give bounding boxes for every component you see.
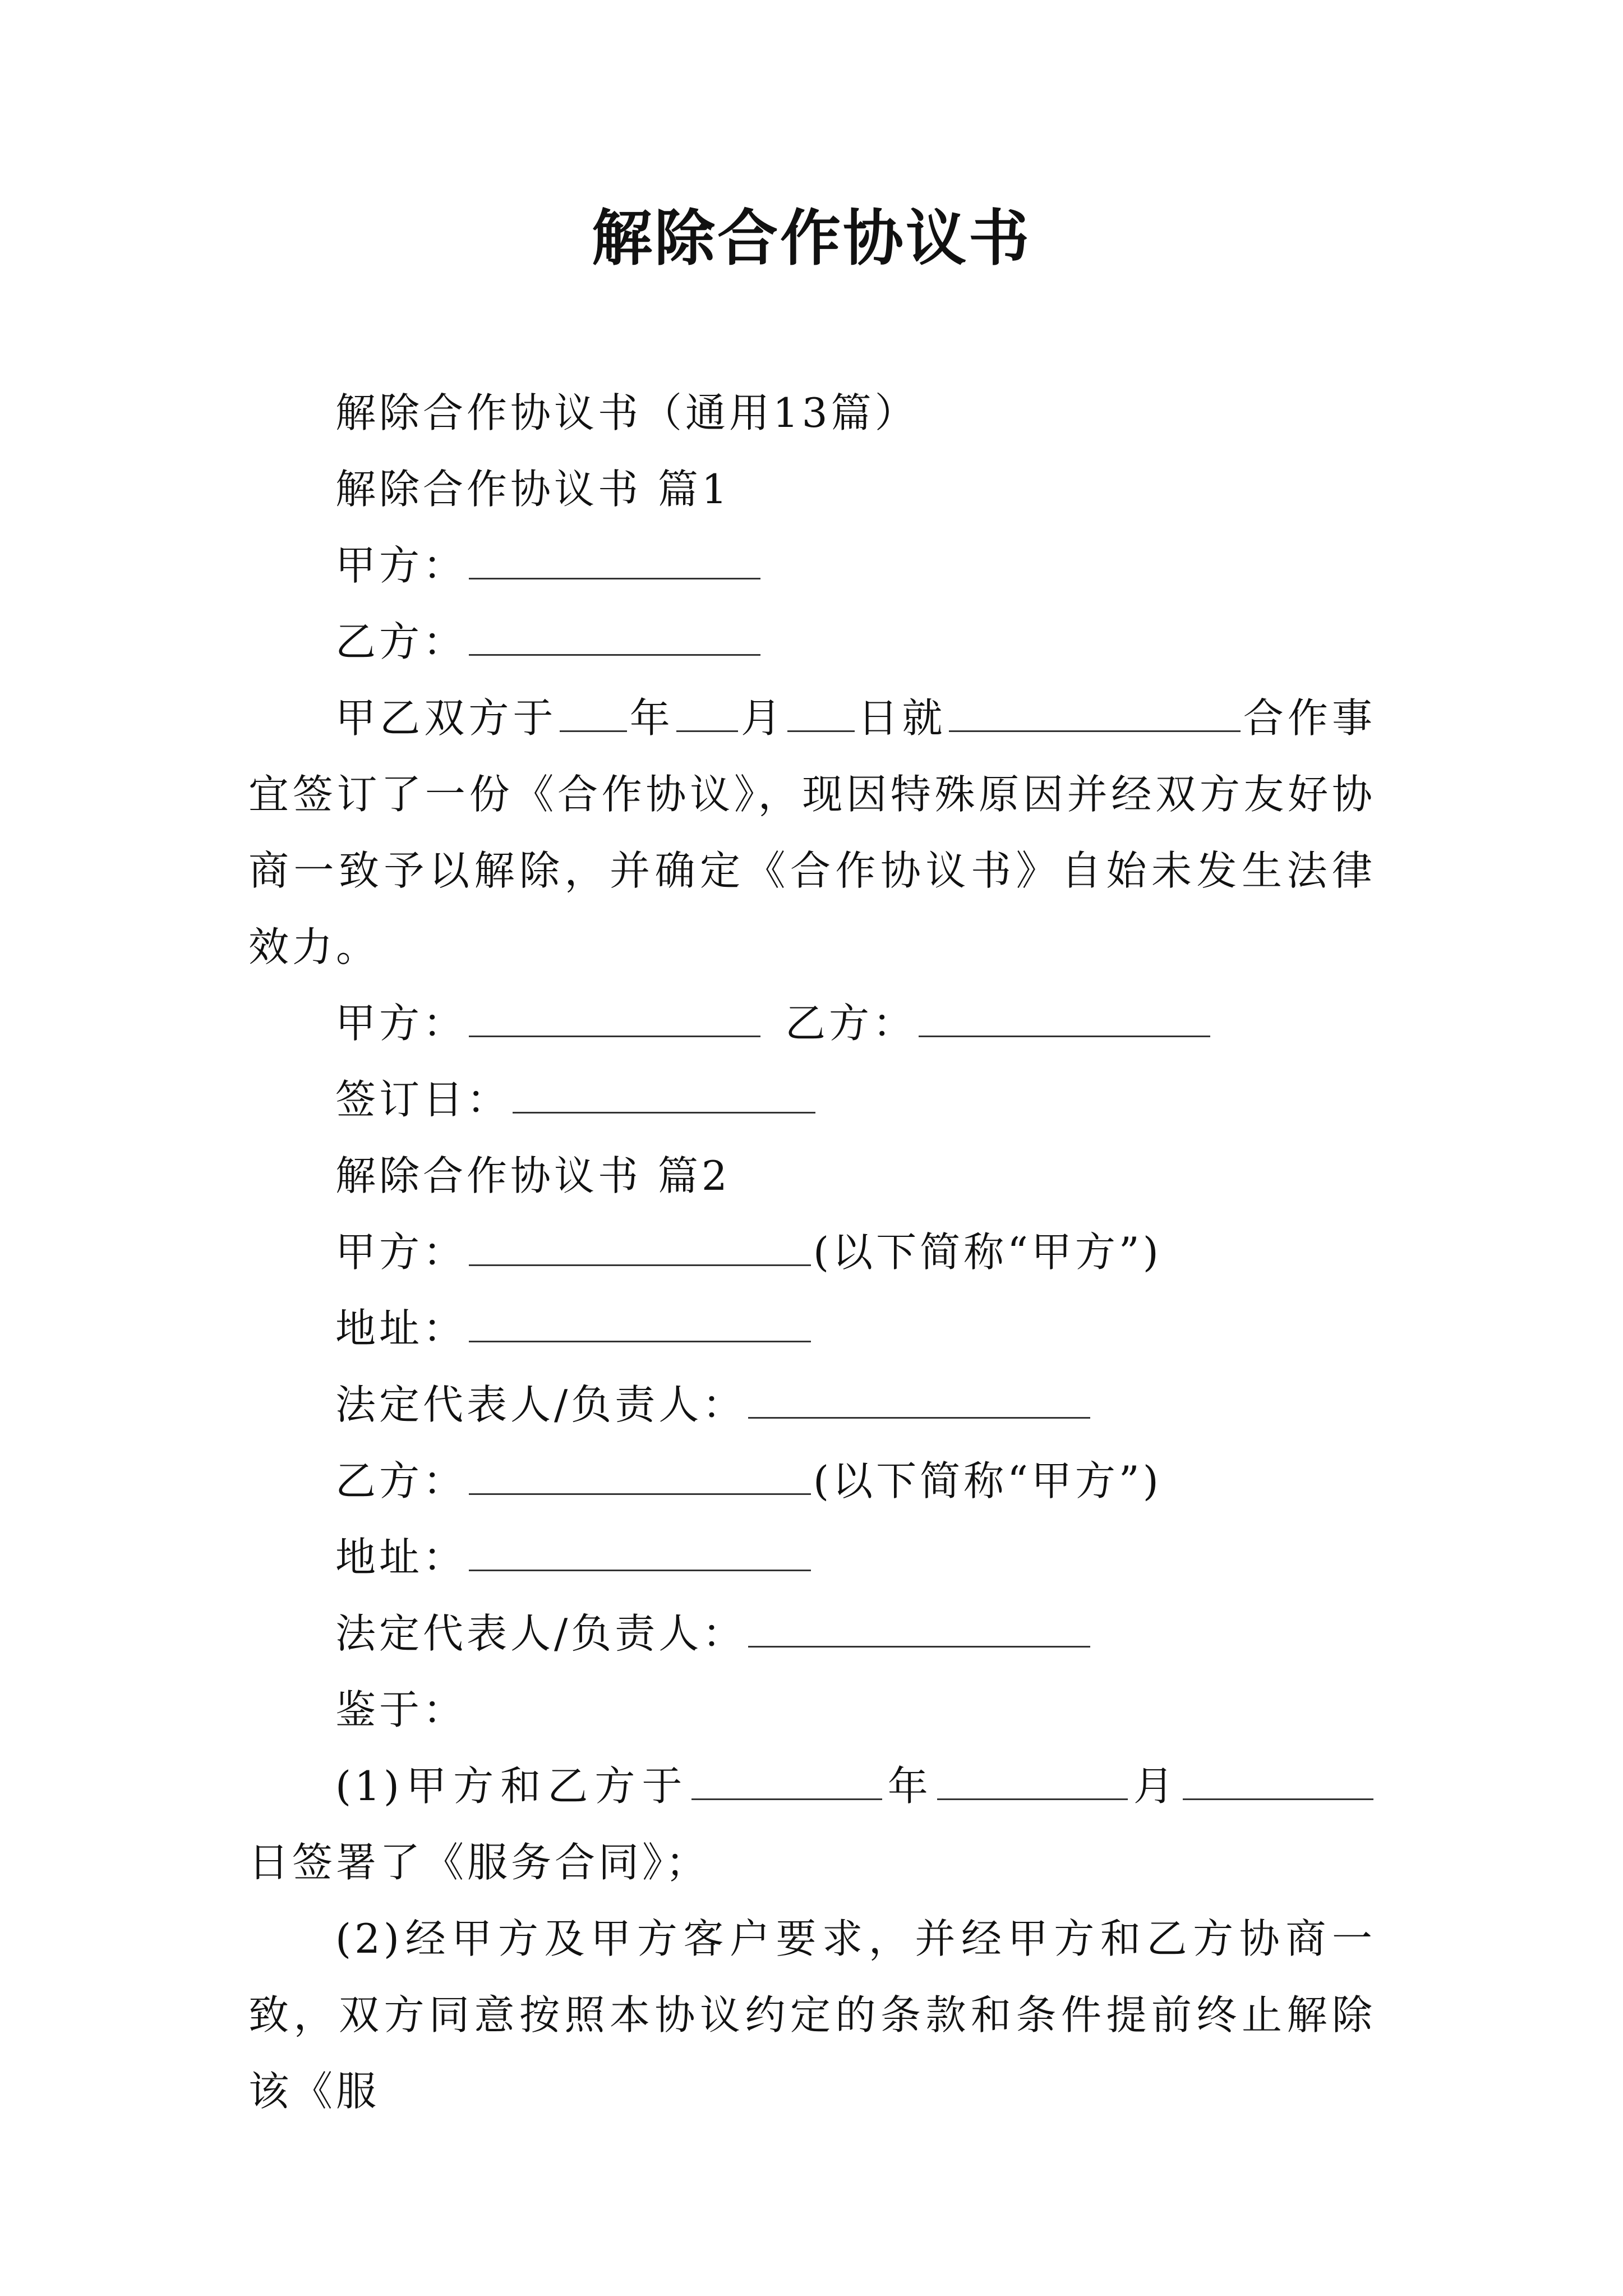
blank-line	[919, 1004, 1210, 1037]
blank-line	[676, 699, 738, 732]
section1-party-b	[248, 604, 1376, 680]
section1-party-a	[248, 527, 1376, 604]
section2-party-b	[248, 1443, 1376, 1519]
clause-text: 日	[248, 1839, 293, 1886]
sign-b-label: 乙方：	[785, 1000, 917, 1047]
section2-clause2: (2)经甲方及甲方客户要求，并经甲方和乙方协商一致，双方同意按照本协议约定的条款和条件提前终止解除该《服	[248, 1915, 1376, 2115]
section1-sign-date	[248, 1061, 1376, 1138]
blank-line	[748, 1614, 1090, 1648]
blank-line	[937, 1767, 1128, 1800]
document-subtitle: 解除合作协议书（通用13篇）	[335, 389, 919, 436]
blank-line	[949, 699, 1241, 732]
blank-line	[469, 1538, 811, 1571]
blank-line	[748, 1386, 1090, 1419]
blank-line	[469, 1004, 760, 1037]
document-title: 解除合作协议书	[591, 203, 1031, 274]
section2-address-b	[248, 1519, 1376, 1595]
section1-signatures	[248, 985, 1376, 1061]
section2-rep-a	[248, 1366, 1376, 1443]
clause-text: (1)甲方和乙方于	[335, 1763, 689, 1810]
party-b-suffix: (以下简称“甲方”)	[813, 1457, 1162, 1504]
sign-date-label: 签订日：	[335, 1076, 511, 1123]
clause-text: 月	[1129, 1763, 1181, 1810]
body-text: 年	[629, 694, 674, 742]
blank-line	[691, 1767, 882, 1800]
body-text: 甲乙双方于	[335, 694, 557, 742]
clause-text: 签署了《服务合同》；	[292, 1839, 710, 1886]
body-text: 合作事宜签订了一份《合作协议》，现因特殊原因并经双方友好协商一致予以解除，并确定《合作协议书》自始未发生法律效力。	[248, 694, 1376, 970]
address-label: 地址：	[335, 1305, 467, 1352]
rep-label: 法定代表人/负责人：	[335, 1381, 746, 1428]
address-label: 地址：	[335, 1534, 467, 1581]
clause-text: 年	[884, 1763, 935, 1810]
party-a-label: 甲方：	[335, 1228, 467, 1276]
section2-party-a	[248, 1214, 1376, 1290]
section2-address-a	[248, 1290, 1376, 1366]
blank-line	[469, 1309, 811, 1342]
section2-whereas: 鉴于：	[335, 1686, 467, 1733]
blank-line	[469, 546, 760, 579]
blank-line	[513, 1080, 815, 1114]
blank-line	[1183, 1767, 1373, 1800]
section1-body-paragraph	[248, 680, 1376, 985]
document-body	[248, 375, 1376, 2129]
party-b-label: 乙方：	[335, 618, 467, 665]
blank-line	[469, 1462, 811, 1495]
blank-line	[469, 1233, 811, 1266]
section1-heading: 解除合作协议书 篇1	[335, 466, 731, 513]
blank-line	[469, 623, 760, 656]
party-a-label: 甲方：	[335, 542, 467, 589]
rep-label: 法定代表人/负责人：	[335, 1610, 746, 1657]
section2-rep-b	[248, 1595, 1376, 1672]
blank-line	[560, 699, 627, 732]
body-text: 日就	[857, 694, 947, 742]
body-text: 月	[740, 694, 786, 742]
section2-heading: 解除合作协议书 篇2	[335, 1152, 731, 1199]
party-b-label: 乙方：	[335, 1457, 467, 1504]
blank-line	[787, 699, 855, 732]
sign-a-label: 甲方：	[335, 1000, 467, 1047]
section2-clause1	[248, 1748, 1376, 1901]
party-a-suffix: (以下简称“甲方”)	[813, 1228, 1162, 1276]
